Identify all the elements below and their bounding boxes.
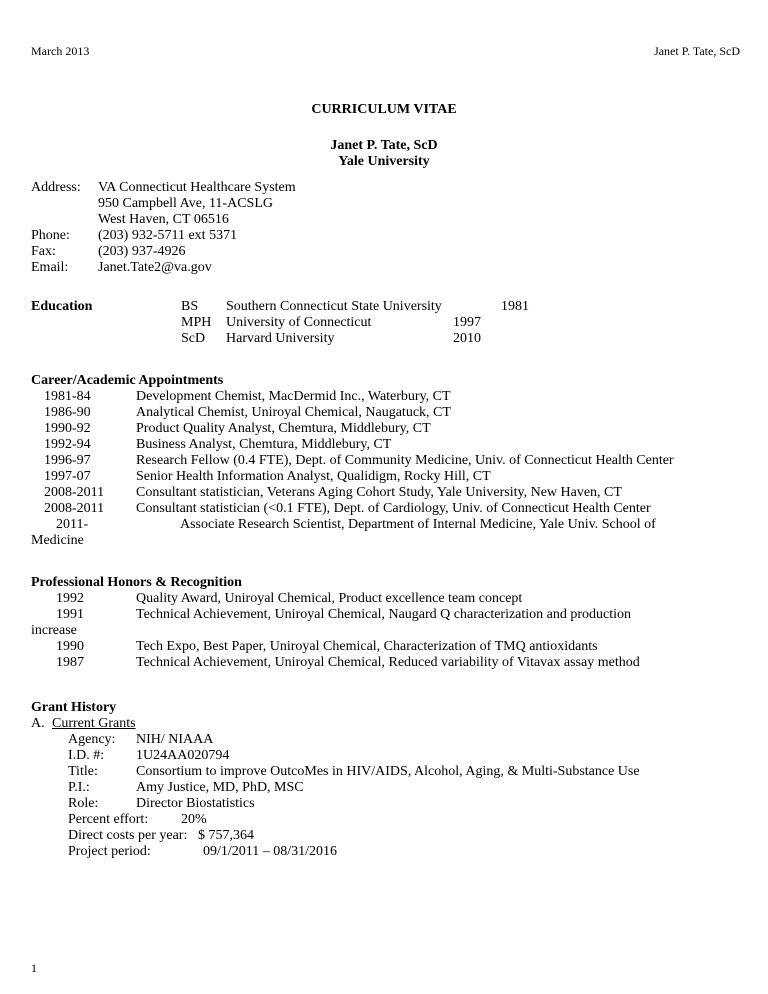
career-entry: Senior Health Information Analyst, Qualidigm, Rocky Hill, CT — [136, 469, 491, 484]
career-entry-wrap: Medicine — [31, 533, 84, 548]
contact-value: (203) 937-4926 — [98, 244, 186, 259]
career-years: 1981-84 — [44, 389, 91, 404]
grant-label-period: Project period: — [68, 844, 151, 859]
career-years: 2011- — [56, 517, 89, 532]
career-years: 1992-94 — [44, 437, 91, 452]
grant-label-agency: Agency: — [68, 732, 116, 747]
career-heading: Career/Academic Appointments — [31, 373, 224, 388]
grant-value: Consortium to improve OutcoMes in HIV/AIDS, Alcohol, Aging, & Multi-Substance Use — [136, 764, 640, 779]
grant-value: Director Biostatistics — [136, 796, 255, 811]
education-year: 2010 — [453, 331, 481, 346]
contact-value: (203) 932-5711 ext 5371 — [98, 228, 238, 243]
contact-value: 950 Campbell Ave, 11-ACSLG — [98, 196, 273, 211]
document-title: CURRICULUM VITAE — [311, 102, 457, 117]
career-entry: Analytical Chemist, Uniroyal Chemical, Naugatuck, CT — [136, 405, 451, 420]
grant-label-title: Title: — [68, 764, 98, 779]
grant-value-percent: 20% — [181, 812, 207, 827]
honor-year: 1991 — [56, 607, 84, 622]
grant-label-costs: Direct costs per year: — [68, 828, 188, 843]
career-years: 2008-2011 — [44, 501, 105, 516]
honor-entry: Tech Expo, Best Paper, Uniroyal Chemical, Characterization of TMQ antioxidants — [136, 639, 598, 654]
education-school: University of Connecticut — [226, 315, 372, 330]
contact-value: VA Connecticut Healthcare System — [98, 180, 296, 195]
career-years: 1996-97 — [44, 453, 91, 468]
career-entry: Associate Research Scientist, Department of Internal Medicine, Yale Univ. School of — [180, 517, 656, 532]
career-entry: Business Analyst, Chemtura, Middlebury, CT — [136, 437, 392, 452]
honors-heading: Professional Honors & Recognition — [31, 575, 242, 590]
grant-label-percent: Percent effort: — [68, 812, 149, 827]
education-heading: Education — [31, 299, 93, 314]
cv-name: Janet P. Tate, ScD — [330, 138, 438, 153]
grant-label-role: Role: — [68, 796, 99, 811]
grant-value-period: 09/1/2011 – 08/31/2016 — [203, 844, 338, 859]
contact-label-phone: Phone: — [31, 228, 70, 243]
cv-institution: Yale University — [338, 154, 430, 169]
contact-value: West Haven, CT 06516 — [98, 212, 229, 227]
honor-year: 1992 — [56, 591, 84, 606]
page-number: 1 — [31, 961, 37, 975]
education-degree: MPH — [181, 315, 212, 330]
grant-label-id: I.D. #: — [68, 748, 105, 763]
grants-subheading: Current Grants — [52, 716, 136, 731]
email-link[interactable]: Janet.Tate2@va.gov — [98, 260, 212, 275]
career-years: 1997-07 — [44, 469, 91, 484]
header-date: March 2013 — [31, 44, 90, 58]
career-entry: Development Chemist, MacDermid Inc., Waterbury, CT — [136, 389, 451, 404]
career-years: 1990-92 — [44, 421, 91, 436]
honor-entry: Technical Achievement, Uniroyal Chemical, Reduced variability of Vitavax assay method — [136, 655, 640, 670]
honor-year: 1990 — [56, 639, 84, 654]
career-entry: Product Quality Analyst, Chemtura, Middlebury, CT — [136, 421, 431, 436]
career-entry: Consultant statistician, Veterans Aging Cohort Study, Yale University, New Haven, CT — [136, 485, 622, 500]
education-school: Harvard University — [226, 331, 335, 346]
grant-value: Amy Justice, MD, PhD, MSC — [136, 780, 304, 795]
contact-label-email: Email: — [31, 260, 69, 275]
contact-label-address: Address: — [31, 180, 81, 195]
education-year: 1997 — [453, 315, 481, 330]
education-year: 1981 — [501, 299, 529, 314]
grant-value: 1U24AA020794 — [136, 748, 230, 763]
career-years: 2008-2011 — [44, 485, 105, 500]
career-years: 1986-90 — [44, 405, 91, 420]
header-author: Janet P. Tate, ScD — [654, 44, 740, 58]
education-degree: BS — [181, 299, 199, 314]
grant-label-pi: P.I.: — [68, 780, 90, 795]
career-entry: Research Fellow (0.4 FTE), Dept. of Community Medicine, Univ. of Connecticut Health Center — [136, 453, 674, 468]
grants-sub-letter: A. — [31, 716, 45, 731]
education-degree: ScD — [181, 331, 206, 346]
education-school: Southern Connecticut State University — [226, 299, 442, 314]
grant-value-costs: $ 757,364 — [198, 828, 254, 843]
grants-heading: Grant History — [31, 700, 117, 715]
contact-label-fax: Fax: — [31, 244, 56, 259]
honor-entry: Technical Achievement, Uniroyal Chemical, Naugard Q characterization and production — [136, 607, 632, 622]
honor-entry-wrap: increase — [31, 623, 77, 638]
grant-value: NIH/ NIAAA — [136, 732, 214, 747]
honor-entry: Quality Award, Uniroyal Chemical, Product excellence team concept — [136, 591, 523, 606]
career-entry: Consultant statistician (<0.1 FTE), Dept. of Cardiology, Univ. of Connecticut Health Center — [136, 501, 651, 516]
honor-year: 1987 — [56, 655, 84, 670]
